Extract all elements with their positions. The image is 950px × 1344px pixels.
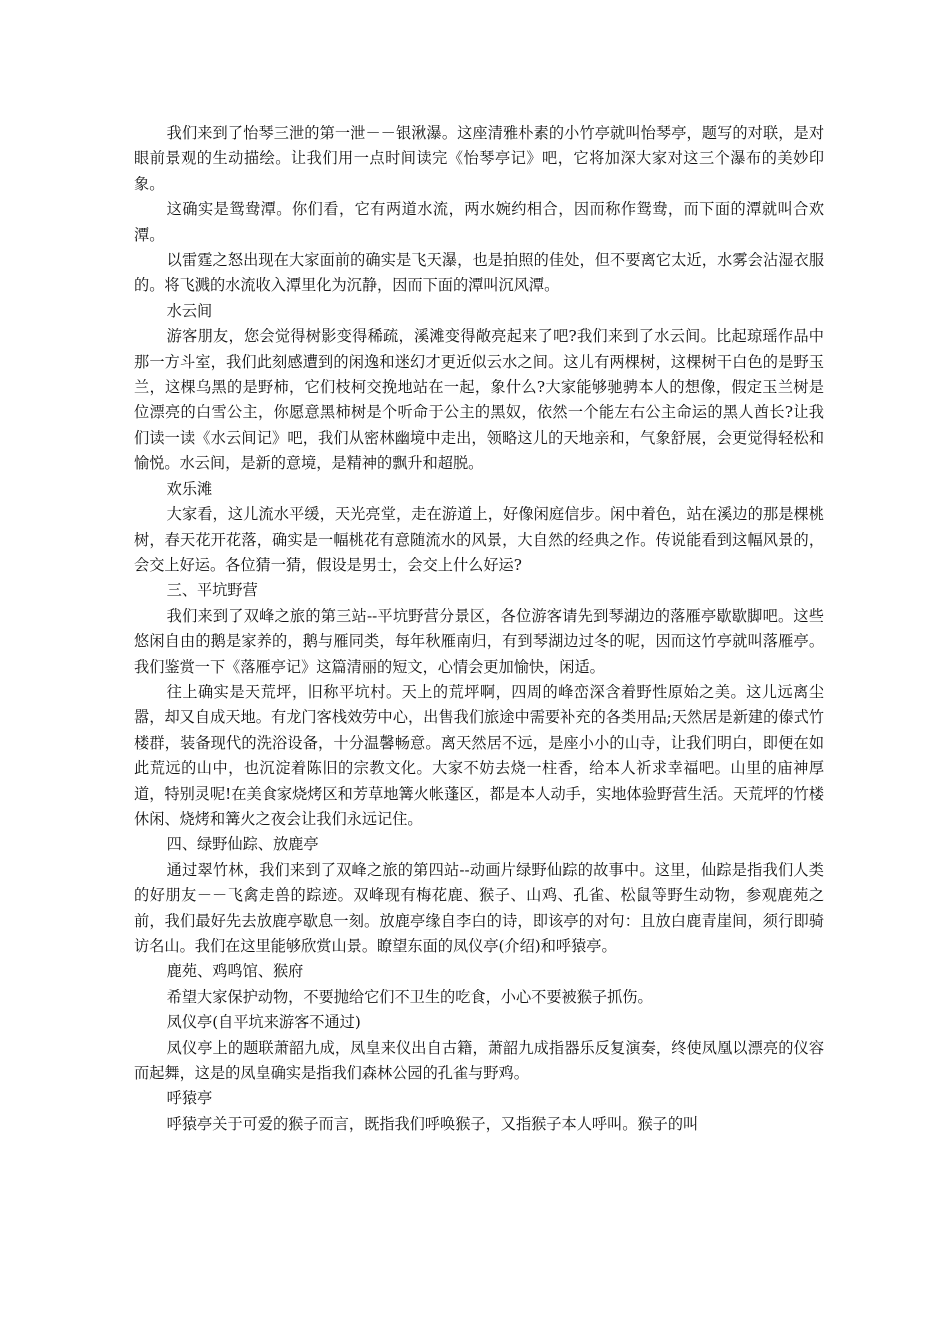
heading-deer-park: 鹿苑、鸡鸣馆、猴府 bbox=[166, 962, 304, 981]
heading-fengyi-pavilion: 凤仪亭(自平坑来游客不通过) bbox=[166, 1013, 361, 1032]
paragraph-feitian-waterfall: 以雷霆之怒出现在大家面前的确实是飞天瀑，也是拍照的佳处，但不要离它太近，水雾会沾湿衣服的。将飞溅的水流收入潭里化为沉静，因而下面的潭叫沉风潭。 bbox=[134, 251, 824, 295]
document-body bbox=[134, 121, 824, 1137]
paragraph-tianhuangping: 往上确实是天荒坪，旧称平坑村。天上的荒坪啊，四周的峰峦深含着野性原始之美。这儿远离尘嚣，却又自成天地。有龙门客栈效劳中心，出售我们旅途中需要补充的各类用品;天然居是新建的傣式竹楼群，装备现代的洗浴设备，十分温馨畅意。离天然居不远，是座小小的山寺，让我们明白，即便在如此荒远的山中，也沉淀着陈旧的宗教文化。大家不妨去烧一柱香，给本人祈求幸福吧。山里的庙神厚道，特别灵呢!在美食家烧烤区和芳草地篝火帐蓬区，都是本人动手，实地体验野营生活。天荒坪的竹楼休闲、烧烤和篝火之夜会让我们永远记住。 bbox=[134, 682, 824, 828]
paragraph-fanglu-pavilion: 通过翠竹林，我们来到了双峰之旅的第四站--动画片绿野仙踪的故事中。这里，仙踪是指我们人类的好朋友－－飞禽走兽的踪迹。双峰现有梅花鹿、猴子、山鸡、孔雀、松鼠等野生动物，参观鹿苑之前，我们最好先去放鹿亭歇息一刻。放鹿亭缘自李白的诗，即该亭的对句：且放白鹿青崖间，须行即骑访名山。我们在这里能够欣赏山景。瞭望东面的凤仪亭(介绍)和呼猿亭。 bbox=[134, 860, 824, 955]
paragraph-shuiyunjian: 游客朋友，您会觉得树影变得稀疏，溪滩变得敞亮起来了吧?我们来到了水云间。比起琼瑶作品中那一方斗室，我们此刻感遭到的闲逸和迷幻才更近似云水之间。这儿有两棵树，这棵树干白色的是野玉兰，这棵乌黑的是野柿，它们枝柯交挽地站在一起，象什么?大家能够驰骋本人的想像，假定玉兰树是位漂亮的白雪公主，你愿意黑柿树是个听命于公主的黑奴，依然一个能左右公主命运的黑人酋长?让我们读一读《水云间记》吧，我们从密林幽境中走出，领略这儿的天地亲和，气象舒展，会更觉得轻松和愉悦。水云间，是新的意境，是精神的飘升和超脱。 bbox=[134, 327, 824, 473]
paragraph-huyuan-pavilion: 呼猿亭关于可爱的猴子而言，既指我们呼唤猴子，又指猴子本人呼叫。猴子的叫 bbox=[166, 1114, 699, 1133]
heading-huyuan-pavilion: 呼猿亭 bbox=[166, 1089, 213, 1108]
paragraph-huanletan: 大家看，这儿流水平缓，天光亮堂，走在游道上，好像闲庭信步。闲中着色，站在溪边的那是棵桃树，春天花开花落，确实是一幅桃花有意随流水的风景，大自然的经典之作。传说能看到这幅风景的，会交上好运。各位猜一猜，假设是男士，会交上什么好运? bbox=[134, 505, 824, 574]
heading-lvye-xianzong: 四、绿野仙踪、放鹿亭 bbox=[166, 835, 319, 854]
heading-pingkeng-camp: 三、平坑野营 bbox=[166, 581, 258, 600]
paragraph-protect-animals: 希望大家保护动物，不要抛给它们不卫生的吃食，小心不要被猴子抓伤。 bbox=[166, 987, 653, 1006]
heading-huanletan: 欢乐滩 bbox=[166, 479, 213, 498]
paragraph-fengyi-pavilion: 凤仪亭上的题联萧韶九成，凤皇来仪出自古籍，萧韶九成指器乐反复演奏，终使凤凰以漂亮的仪容而起舞，这是的凤皇确实是指我们森林公园的孔雀与野鸡。 bbox=[134, 1038, 824, 1083]
heading-shuiyunjian: 水云间 bbox=[166, 301, 213, 320]
paragraph-yuanyang-pool: 这确实是鸳鸯潭。你们看，它有两道水流，两水婉约相合，因而称作鸳鸯，而下面的潭就叫合欢潭。 bbox=[134, 200, 824, 244]
paragraph-yinqiu-waterfall: 我们来到了怡琴三泄的第一泄－－银湫瀑。这座清雅朴素的小竹亭就叫怡琴亭，题写的对联，是对眼前景观的生动描绘。让我们用一点时间读完《怡琴亭记》吧，它将加深大家对这三个瀑布的美妙印象。 bbox=[134, 124, 824, 193]
paragraph-luoyan-pavilion: 我们来到了双峰之旅的第三站--平坑野营分景区，各位游客请先到琴湖边的落雁亭歇歇脚吧。这些悠闲自由的鹅是家养的，鹅与雁同类，每年秋雁南归，有到琴湖边过冬的呢，因而这竹亭就叫落雁亭。我们鉴赏一下《落雁亭记》这篇清丽的短文，心情会更加愉快，闲适。 bbox=[134, 606, 824, 676]
